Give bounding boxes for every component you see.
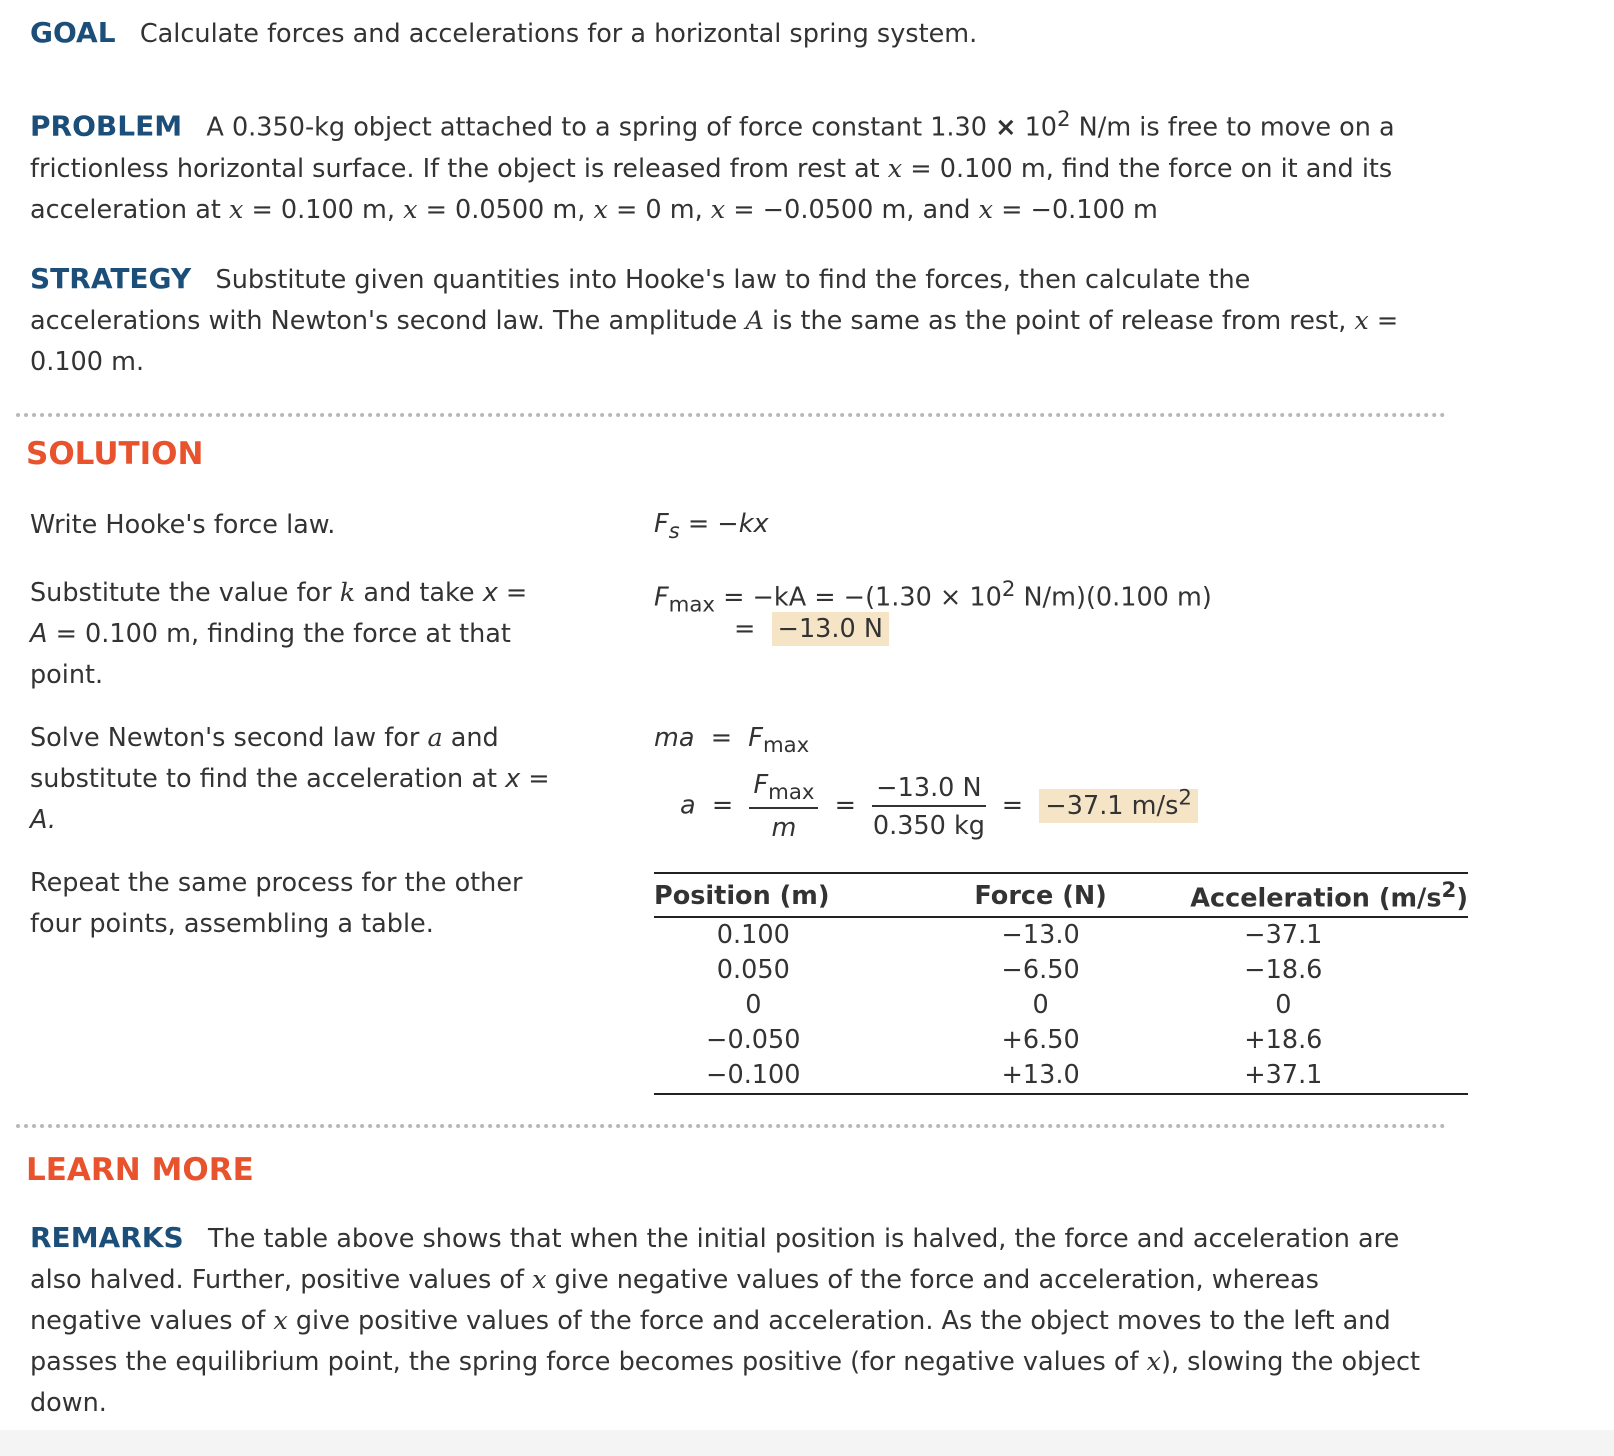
remarks-label: REMARKS bbox=[30, 1221, 184, 1254]
step3-text-2: and substitute to find the acceleration at bbox=[30, 723, 499, 794]
cell-acceleration: +18.6 bbox=[1244, 1024, 1323, 1055]
bottom-fade bbox=[0, 1430, 1614, 1456]
eq-ma-sub: max bbox=[762, 733, 810, 759]
step-substitute-force bbox=[30, 573, 550, 696]
remarks-x-var: x bbox=[1146, 1347, 1161, 1377]
frac1-num-f: F bbox=[753, 770, 769, 800]
step-newton-second-law bbox=[30, 718, 550, 841]
step2-x-equals-a: x = A bbox=[30, 578, 528, 649]
cell-acceleration: −18.6 bbox=[1244, 954, 1323, 985]
problem-label: PROBLEM bbox=[30, 109, 183, 143]
step2-text-3: = 0.100 m, finding the force at that point. bbox=[30, 619, 511, 690]
remarks-section bbox=[30, 1217, 1430, 1424]
equation-hookes-law bbox=[654, 509, 769, 544]
problem-x-var: x bbox=[593, 194, 608, 225]
cell-acceleration: +37.1 bbox=[1159, 1058, 1468, 1094]
header-accel-close: ) bbox=[1456, 883, 1468, 914]
problem-text-3: N/m is free to move on a frictionless horizontal surface. If the object is released from rest at bbox=[30, 112, 1395, 184]
strategy-text-2: is the same as the point of release from rest, bbox=[771, 306, 1347, 336]
divider-dotted bbox=[16, 1124, 1446, 1128]
eq-rest: = −kx bbox=[687, 509, 769, 539]
eq-a-equals: = bbox=[711, 790, 734, 821]
cell-force: −13.0 bbox=[1001, 919, 1080, 950]
problem-section bbox=[30, 99, 1425, 231]
eq-fmax-line1: = −kA = −(1.30 × 10 bbox=[723, 582, 1002, 613]
learn-more-heading: LEARN MORE bbox=[26, 1152, 254, 1188]
cell-position: −0.050 bbox=[706, 1024, 801, 1055]
problem-exp: 2 bbox=[1057, 107, 1071, 132]
eq-ma-equals: = bbox=[710, 723, 733, 753]
results-table bbox=[654, 872, 1468, 1095]
header-force: Force (N) bbox=[923, 873, 1159, 917]
cell-force: +6.50 bbox=[1001, 1024, 1080, 1055]
eq-fmax-exp: 2 bbox=[1001, 577, 1016, 602]
cell-acceleration: 0 bbox=[1275, 989, 1292, 1020]
problem-text-7: = 0 m, bbox=[615, 194, 703, 225]
solution-heading: SOLUTION bbox=[26, 436, 204, 472]
problem-x-var: x bbox=[403, 194, 418, 225]
fraction-fmax-over-m bbox=[749, 770, 818, 843]
result-accel-exp: 2 bbox=[1178, 785, 1192, 811]
step3-a-var: a bbox=[427, 723, 443, 753]
remarks-text-1: The table above shows that when the initial position is halved, the force and acceleration are also halved. Further, positive values of bbox=[30, 1224, 1400, 1295]
header-accel-text: Acceleration (m/s bbox=[1190, 883, 1442, 914]
equation-acceleration bbox=[680, 770, 1198, 843]
remarks-x-var: x bbox=[532, 1265, 547, 1295]
frac2-num: −13.0 N bbox=[872, 773, 985, 807]
eq-a-equals-2: = bbox=[834, 790, 857, 821]
step4-text: Repeat the same process for the other four points, assembling a table. bbox=[30, 868, 523, 939]
equation-ma bbox=[654, 723, 809, 758]
step3-x-equals-a: x = A. bbox=[30, 764, 550, 835]
result-acceleration-highlight bbox=[1039, 785, 1198, 823]
step-repeat-table bbox=[30, 863, 570, 945]
divider-dotted bbox=[16, 413, 1446, 417]
result-force-highlight: −13.0 N bbox=[772, 612, 889, 646]
cell-force: −6.50 bbox=[1001, 954, 1080, 985]
step-hookes-law bbox=[30, 505, 570, 546]
table-row bbox=[654, 953, 1468, 988]
frac1-num-sub: max bbox=[768, 780, 815, 806]
strategy-label: STRATEGY bbox=[30, 262, 192, 295]
eq-ma: ma bbox=[654, 723, 695, 753]
cell-force: +13.0 bbox=[923, 1058, 1159, 1094]
eq-a-equals-3: = bbox=[1001, 790, 1024, 821]
remarks-text-3: give positive values of the force and acceleration. As the object moves to the left and passes the equilibrium point, the spring force becomes positive (for negative values of bbox=[30, 1306, 1391, 1377]
problem-text-4: = 0.100 m, find the force on it and its acceleration at bbox=[30, 153, 1393, 225]
problem-text-5: = 0.100 m, bbox=[251, 194, 395, 225]
frac2-den: 0.350 kg bbox=[872, 810, 985, 841]
cell-position: −0.100 bbox=[654, 1058, 923, 1094]
goal-label: GOAL bbox=[30, 16, 116, 49]
header-acceleration bbox=[1159, 873, 1468, 917]
eq-fmax-sub: max bbox=[668, 592, 715, 618]
table-row bbox=[654, 1023, 1468, 1058]
cell-acceleration: −37.1 bbox=[1244, 919, 1323, 950]
problem-times: × bbox=[995, 112, 1017, 143]
problem-text-9: = −0.100 m bbox=[1001, 194, 1158, 225]
cell-position: 0.100 bbox=[716, 919, 790, 950]
cell-position: 0.050 bbox=[716, 954, 790, 985]
eq-force-symbol: F bbox=[654, 509, 669, 539]
frac1-den: m bbox=[771, 813, 797, 844]
remarks-text-4: ), slowing the object down. bbox=[30, 1347, 1421, 1418]
strategy-amplitude-var: A bbox=[745, 306, 764, 336]
problem-ten: 10 bbox=[1024, 112, 1058, 143]
problem-x-var: x bbox=[228, 194, 244, 225]
step2-k-var: k bbox=[339, 578, 356, 608]
header-accel-exp: 2 bbox=[1441, 878, 1457, 903]
result-accel-value: −37.1 m/s bbox=[1045, 790, 1179, 821]
problem-text-8: = −0.0500 m, and bbox=[733, 194, 971, 225]
goal-section bbox=[30, 12, 1430, 55]
problem-text-6: = 0.0500 m, bbox=[425, 194, 586, 225]
problem-text-1: A 0.350-kg object attached to a spring of force constant 1.30 bbox=[206, 112, 987, 143]
strategy-x-var: x bbox=[1354, 306, 1369, 336]
equation-fmax-line2 bbox=[734, 614, 889, 644]
table-row bbox=[654, 1058, 1468, 1094]
goal-text: Calculate forces and accelerations for a horizontal spring system. bbox=[139, 19, 978, 49]
cell-position: 0 bbox=[745, 989, 762, 1020]
strategy-section bbox=[30, 258, 1420, 383]
equation-fmax-line1 bbox=[654, 577, 1212, 618]
eq-a-var: a bbox=[680, 790, 696, 821]
eq-ma-f: F bbox=[748, 723, 763, 753]
step2-text-2: and take bbox=[363, 578, 475, 608]
eq-sub-s: s bbox=[668, 519, 680, 545]
fraction-numeric bbox=[872, 773, 985, 841]
eq-fmax-line1b: N/m)(0.100 m) bbox=[1023, 582, 1212, 613]
remarks-text-2: give negative values of the force and acceleration, whereas negative values of bbox=[30, 1265, 1319, 1336]
table-header-row bbox=[654, 873, 1468, 917]
eq-fmax-equals: = bbox=[734, 614, 756, 644]
table-row bbox=[654, 917, 1468, 953]
cell-force: 0 bbox=[1032, 989, 1049, 1020]
problem-x-var: x bbox=[978, 194, 993, 225]
remarks-x-var: x bbox=[273, 1306, 288, 1336]
table-body bbox=[654, 917, 1468, 1094]
problem-x-var: x bbox=[710, 194, 726, 225]
strategy-text-3: = 0.100 m. bbox=[30, 306, 1399, 377]
eq-fmax-symbol: F bbox=[654, 582, 669, 613]
step2-text-1: Substitute the value for bbox=[30, 578, 332, 608]
step1-text: Write Hooke's force law. bbox=[30, 510, 336, 540]
table-row bbox=[654, 988, 1468, 1023]
strategy-text-1: Substitute given quantities into Hooke's law to find the forces, then calculate the accelerations with Newton's second law. The amplitude bbox=[30, 265, 1251, 336]
header-position: Position (m) bbox=[654, 873, 923, 917]
problem-x-var: x bbox=[887, 153, 903, 184]
step3-text-1: Solve Newton's second law for bbox=[30, 723, 420, 753]
